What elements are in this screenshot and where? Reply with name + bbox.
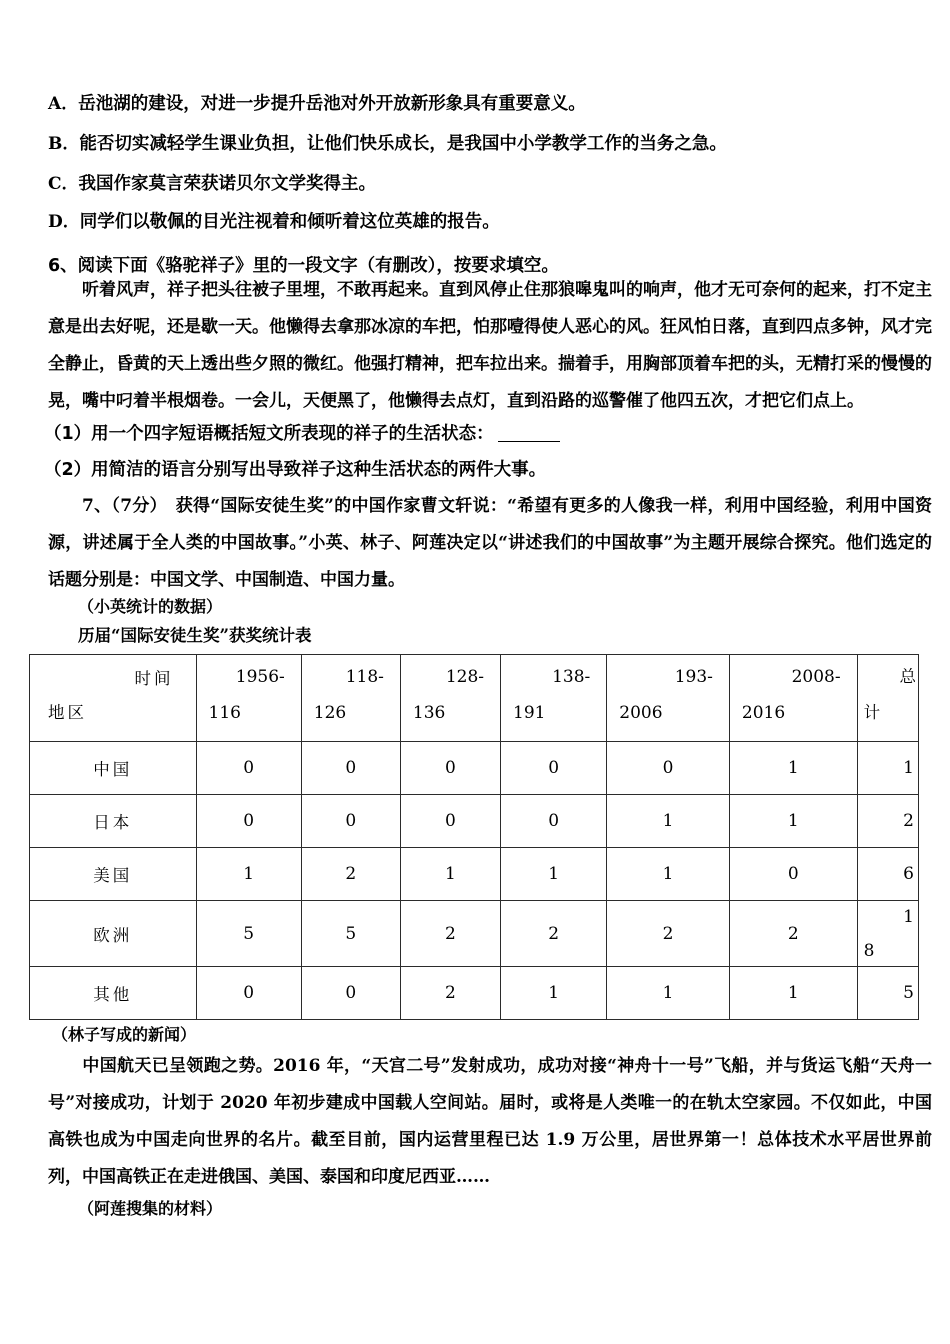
cell-other-6: 1 [729, 967, 857, 1020]
table-row [30, 901, 919, 967]
table-row [30, 795, 919, 848]
table-corner-cell [30, 655, 197, 742]
option-a-letter: A． [48, 94, 79, 114]
question-7-stem [48, 488, 932, 599]
column-header-2 [301, 655, 400, 742]
cell-japan-2: 0 [301, 795, 400, 848]
table-title: 历届“国际安徒生奖”获奖统计表 [78, 626, 312, 645]
column-header-5 [607, 655, 730, 742]
option-b-letter: B． [48, 134, 80, 154]
question-6-sub-1-text: （1）用一个四字短语概括短文所表现的祥子的生活状态： [44, 424, 494, 444]
column-header-3-line2: 136 [412, 703, 446, 723]
cell-europe-1: 5 [196, 901, 301, 967]
cell-usa-2: 2 [301, 848, 400, 901]
option-c-text: 我国作家莫言荣获诺贝尔文学奖得主。 [78, 174, 377, 194]
table-row [30, 742, 919, 795]
news-paragraph [48, 1048, 932, 1196]
cell-other-3: 2 [400, 967, 500, 1020]
cell-china-total: 1 [857, 742, 918, 795]
row-label-usa: 美国 [30, 848, 197, 901]
question-6-sub-1 [44, 420, 560, 445]
option-c-letter: C． [48, 174, 79, 194]
column-header-2-line2: 126 [313, 703, 347, 723]
cell-china-2: 0 [301, 742, 400, 795]
statistics-table [29, 654, 919, 1020]
column-header-2-line1: 118- [345, 667, 384, 687]
row-label-china: 中国 [30, 742, 197, 795]
cell-usa-4: 1 [501, 848, 607, 901]
cell-japan-5: 1 [607, 795, 730, 848]
passage-text: 听着风声，祥子把头往被子里埋，不敢再起来。直到风停止住那狼嗥鬼叫的响声，他才无可奈何的起来，打不定主意是出去好呢，还是歇一天。他懒得去拿那冰凉的车把，怕那噎得使人恶心的风。狂风怕日落，直到四点多钟，风才完全静止，昏黄的天上透出些夕照的微红。他强打精神，把车拉出来。揣着手，用胸部顶着车把的头，无精打采的慢慢的晃，嘴中叼着半根烟卷。一会儿，天便黑了，他懒得去点灯，直到沿路的巡警催了他四五次，才把它们点上。 [48, 280, 932, 411]
column-header-6-line1: 2008- [791, 667, 841, 687]
column-header-5-line2: 2006 [619, 703, 663, 723]
news-text: 中国航天已呈领跑之势。2016 年，“天宫二号”发射成功，成功对接“神舟十一号”飞船，并与货运飞船“天舟一号”对接成功，计划于 2020 年初步建成中国载人空间站。届时，或将是人类唯一的在轨太空家园。不仅如此，中国高铁也成为中国走向世界的名片。截至目前，国内运营里程已达 1.9 万公里，居世界第一！总体技术水平居世界前列，中国高铁正在走进俄国、美国、泰国和印度尼西亚…… [48, 1056, 932, 1187]
option-d [48, 214, 928, 232]
cell-other-5: 1 [607, 967, 730, 1020]
option-b-text: 能否切实减轻学生课业负担，让他们快乐成长，是我国中小学教学工作的当务之急。 [79, 134, 727, 154]
question-7-text: 7、（7分） 获得“国际安徒生奖”的中国作家曹文轩说：“希望有更多的人像我一样，利用中国经验，利用中国资源，讲述属于全人类的中国故事。”小英、林子、阿莲决定以“讲述我们的中国故事”为主题开展综合探究。他们选定的话题分别是：中国文学、中国制造、中国力量。 [48, 496, 932, 590]
cell-europe-total [857, 901, 918, 967]
column-header-5-line1: 193- [674, 667, 713, 687]
cell-europe-3: 2 [400, 901, 500, 967]
question-6-stem: 6、阅读下面《骆驼祥子》里的一段文字（有删改），按要求填空。 [48, 256, 559, 276]
column-header-6-line2: 2016 [741, 703, 786, 723]
cell-europe-total-line2: 8 [863, 941, 875, 961]
cell-usa-5: 1 [607, 848, 730, 901]
answer-blank-underline[interactable] [498, 441, 560, 442]
cell-europe-6: 2 [729, 901, 857, 967]
cell-europe-4: 2 [501, 901, 607, 967]
table-row [30, 848, 919, 901]
option-a-text: 岳池湖的建设，对进一步提升岳池对外开放新形象具有重要意义。 [78, 94, 586, 114]
corner-label-time: 时间 [134, 669, 174, 688]
cell-japan-3: 0 [400, 795, 500, 848]
source-note-xiaoying: （小英统计的数据） [78, 597, 223, 616]
cell-japan-total: 2 [857, 795, 918, 848]
column-header-total-line1: 总 [899, 667, 916, 686]
column-header-4-line2: 191 [513, 703, 546, 723]
column-header-3 [400, 655, 500, 742]
cell-usa-1: 1 [196, 848, 301, 901]
cell-japan-4: 0 [501, 795, 607, 848]
option-c [48, 176, 928, 194]
cell-other-4: 1 [501, 967, 607, 1020]
cell-other-2: 0 [301, 967, 400, 1020]
option-d-text: 同学们以敬佩的目光注视着和倾听着这位英雄的报告。 [79, 212, 500, 232]
column-header-total-line2: 计 [863, 703, 881, 722]
table-row [30, 967, 919, 1020]
question-6-sub-2: （2）用简洁的语言分别写出导致祥子这种生活状态的两件大事。 [44, 460, 547, 480]
corner-label-region: 地区 [48, 703, 87, 722]
cell-other-total: 5 [857, 967, 918, 1020]
column-header-1-line1: 1956- [235, 667, 285, 687]
cell-usa-6: 0 [729, 848, 857, 901]
column-header-4 [501, 655, 607, 742]
option-d-letter: D． [48, 212, 80, 232]
cell-japan-6: 1 [729, 795, 857, 848]
option-a [48, 96, 928, 114]
row-label-japan: 日本 [30, 795, 197, 848]
column-header-4-line1: 138- [552, 667, 591, 687]
cell-china-6: 1 [729, 742, 857, 795]
cell-china-4: 0 [501, 742, 607, 795]
question-6-passage [48, 272, 932, 420]
row-label-other: 其他 [30, 967, 197, 1020]
cell-usa-total: 6 [857, 848, 918, 901]
source-note-linzi: （林子写成的新闻） [52, 1025, 197, 1044]
table-header-row [30, 655, 919, 742]
cell-japan-1: 0 [196, 795, 301, 848]
row-label-europe: 欧洲 [30, 901, 197, 967]
cell-europe-2: 5 [301, 901, 400, 967]
source-note-alian: （阿莲搜集的材料） [78, 1199, 223, 1218]
cell-china-3: 0 [400, 742, 500, 795]
cell-europe-5: 2 [607, 901, 730, 967]
cell-china-1: 0 [196, 742, 301, 795]
cell-china-5: 0 [607, 742, 730, 795]
column-header-total [857, 655, 918, 742]
column-header-3-line1: 128- [445, 667, 485, 687]
column-header-1-line2: 116 [208, 703, 241, 723]
option-b [48, 136, 928, 154]
column-header-6 [729, 655, 857, 742]
column-header-1 [196, 655, 301, 742]
cell-usa-3: 1 [400, 848, 500, 901]
cell-europe-total-line1: 1 [903, 907, 914, 927]
cell-other-1: 0 [196, 967, 301, 1020]
